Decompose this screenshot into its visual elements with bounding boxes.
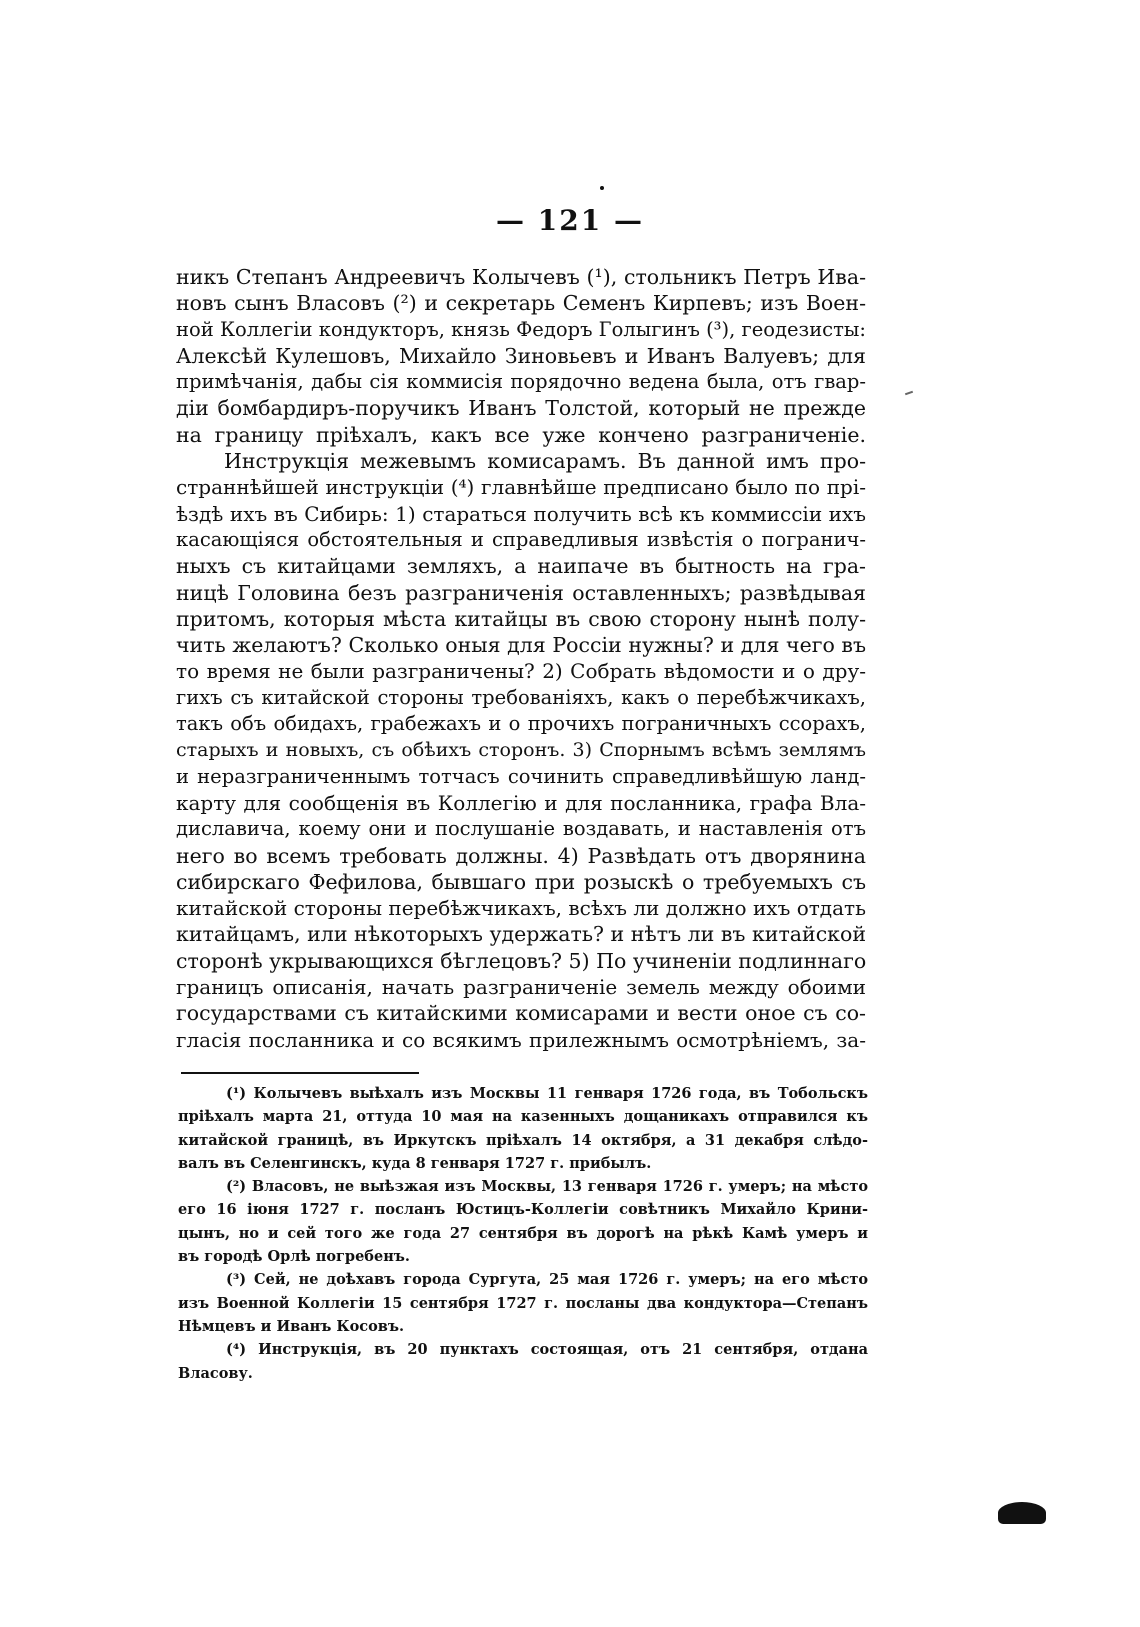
text-line: ныхъ съ китайцами земляхъ, а наипаче въ бытность на гра-: [176, 554, 866, 579]
text-line: касающіяся обстоятельныя и справедливыя извѣстія о погранич-: [176, 527, 866, 551]
footnote-line: Нѣмцевъ и Иванъ Косовъ.: [178, 1317, 405, 1335]
footnote-line: изъ Военной Коллегіи 15 сентября 1727 г. посланы два кондуктора—Степанъ: [178, 1294, 868, 1312]
text-line: китайской стороны перебѣжчикахъ, всѣхъ ли должно ихъ отдать: [176, 896, 866, 921]
footnote-line: (²) Власовъ, не выѣзжая изъ Москвы, 13 генваря 1726 г. умеръ; на мѣсто: [226, 1178, 868, 1196]
text-line: китайцамъ, или нѣкоторыхъ удержать? и нѣтъ ли въ китайской: [176, 922, 866, 947]
ink-dot: [600, 186, 604, 190]
footnote-line: валъ въ Селенгинскъ, куда 8 генваря 1727 г. прибылъ.: [178, 1154, 652, 1172]
text-line: діи бомбардиръ-поручикъ Иванъ Толстой, который не прежде: [176, 396, 866, 421]
text-line: то время не были разграничены? 2) Собрать вѣдомости и о дру-: [176, 659, 866, 684]
main-text: [176, 264, 866, 1053]
text-line: диславича, коему они и послушаніе воздавать, и наставленія отъ: [176, 817, 866, 841]
text-line: государствами съ китайскими комисарами и вести оное съ со-: [176, 1001, 866, 1026]
text-line: новъ сынъ Власовъ (²) и секретарь Семенъ Кирпевъ; изъ Воен-: [176, 291, 866, 316]
text-line: сторонѣ укрывающихся бѣглецовъ? 5) По учиненіи подлиннаго: [176, 948, 866, 973]
text-line: гласія посланника и со всякимъ прилежнымъ осмотрѣніемъ, за-: [176, 1027, 866, 1052]
text-line: сибирскаго Фефилова, бывшаго при розыскѣ о требуемыхъ съ: [176, 869, 866, 894]
text-line: на границу пріѣхалъ, какъ все уже кончено разграниченіе.: [176, 422, 866, 447]
footnote-line: Власову.: [178, 1364, 253, 1382]
footnote-divider: [181, 1072, 419, 1074]
margin-mark: [905, 391, 913, 396]
footnote-line: его 16 іюня 1727 г. посланъ Юстицъ-Коллегіи совѣтникъ Михайло Крини-: [178, 1201, 868, 1219]
footnote-line: пріѣхалъ марта 21, оттуда 10 мая на казенныхъ дощаникахъ отправился къ: [178, 1108, 868, 1126]
text-line: старыхъ и новыхъ, съ обѣихъ сторонъ. 3) Спорнымъ всѣмъ землямъ: [176, 739, 866, 762]
text-line: чить желаютъ? Сколько оныя для Россіи нужны? и для чего въ: [176, 633, 866, 658]
text-line: такъ объ обидахъ, грабежахъ и о прочихъ пограничныхъ ссорахъ,: [176, 712, 866, 736]
text-line: границъ описанія, начать разграниченіе земель между обоими: [176, 975, 866, 1000]
text-line: ной Коллегіи кондукторъ, князь Федоръ Голыгинъ (³), геодезисты:: [176, 317, 866, 341]
footnote-line: (⁴) Инструкція, въ 20 пунктахъ состоящая, отъ 21 сентября, отдана: [226, 1341, 868, 1359]
page-number: — 121 —: [496, 204, 644, 237]
text-line: ницѣ Головина безъ разграниченія оставленныхъ; развѣдывая: [176, 580, 866, 605]
text-line: никъ Степанъ Андреевичъ Колычевъ (¹), стольникъ Петръ Ива-: [176, 265, 866, 289]
text-line: него во всемъ требовать должны. 4) Развѣдать отъ дворянина: [176, 843, 866, 868]
section-heading-line: Инструкція межевымъ комисарамъ. Въ данной имъ про-: [224, 449, 866, 474]
footnotes: [178, 1082, 868, 1385]
text-line: и неразграниченнымъ тотчасъ сочинить справедливѣйшую ланд-: [176, 764, 866, 788]
text-line: страннѣйшей инструкціи (⁴) главнѣйше предписано было по прі-: [176, 475, 866, 500]
text-line: гихъ съ китайской стороны требованіяхъ, какъ о перебѣжчикахъ,: [176, 685, 866, 709]
text-line: карту для сообщенія въ Коллегію и для посланника, графа Вла-: [176, 790, 866, 815]
text-line: ѣздѣ ихъ въ Сибирь: 1) стараться получить всѣ къ коммиссіи ихъ: [176, 501, 866, 526]
footnote-line: (³) Сей, не доѣхавъ города Сургута, 25 мая 1726 г. умеръ; на его мѣсто: [226, 1271, 868, 1289]
footnote-line: въ городѣ Орлѣ погребенъ.: [178, 1248, 410, 1266]
text-line: притомъ, которыя мѣста китайцы въ свою сторону нынѣ полу-: [176, 606, 866, 631]
footnote-line: (¹) Колычевъ выѣхалъ изъ Москвы 11 генваря 1726 года, въ Тобольскъ: [226, 1085, 868, 1102]
text-line: примѣчанія, дабы сія коммисія порядочно ведена была, отъ гвар-: [176, 370, 866, 394]
footnote-line: цынъ, но и сей того же года 27 сентября въ дорогѣ на рѣкѣ Камѣ умеръ и: [178, 1224, 868, 1242]
text-line: Алексѣй Кулешовъ, Михайло Зиновьевъ и Иванъ Валуевъ; для: [176, 343, 866, 368]
footnote-line: китайской границѣ, въ Иркутскъ пріѣхалъ 14 октября, а 31 декабря слѣдо-: [178, 1131, 868, 1149]
ink-blot: [998, 1502, 1046, 1524]
